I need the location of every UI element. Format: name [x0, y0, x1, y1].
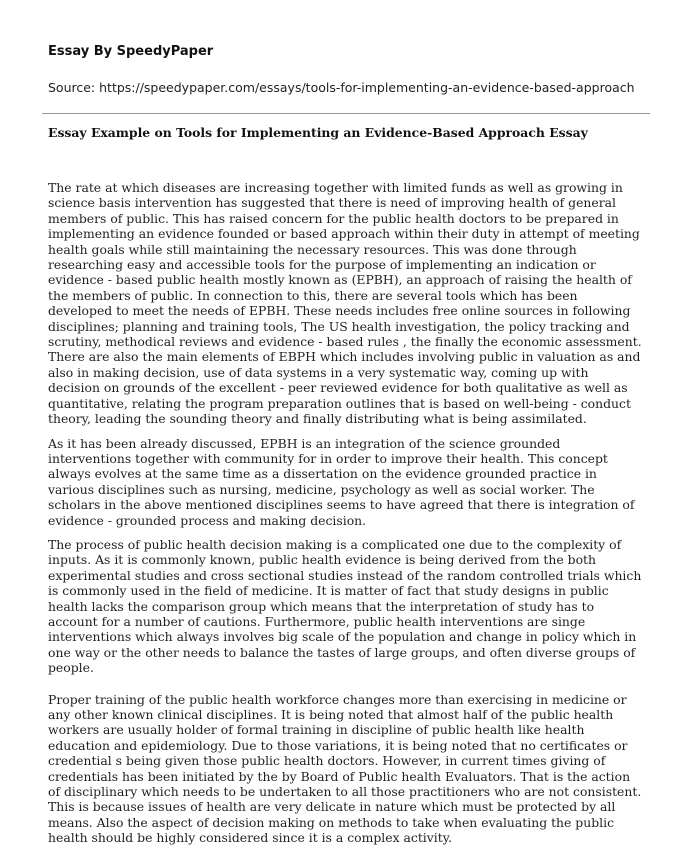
- essay-title: Essay Example on Tools for Implementing an Evidence-Based Approach Essay: [48, 125, 588, 140]
- header-divider: [42, 113, 650, 114]
- source-link-text: Source: https://speedypaper.com/essays/tools-for-implementing-an-evidence-based-approach: [48, 80, 635, 95]
- essay-body: [48, 180, 644, 846]
- essay-paragraph-2: As it has been already discussed, EPBH is an integration of the science grounded interventions together with community for in order to improve their health. This concept always evolves at the same time as a dissertation on the evidence grounded practice in various disciplines such as nursing, medicine, psychology as well as social worker. The scholars in the above mentioned disciplines seems to have agreed that there is integration of evidence - grounded process and making decision.: [48, 435, 635, 528]
- essay-paragraph-4: Proper training of the public health workforce changes more than exercising in medicine or any other known clinical disciplines. It is being noted that almost half of the public health workers are usually holder of formal training in discipline of public health like health education and epidemiology. Due to those variations, it is being noted that no certificates or credential s being given those public health doctors. However, in current times giving of credentials has been initiated by the by Board of Public health Evaluators. That is the action of disciplinary which needs to be undertaken to all those practitioners who are not consistent. This is because issues of health are very delicate in nature which must be protected by all means. Also the aspect of decision making on methods to take when evaluating the public health should be highly considered since it is a complex activity.: [48, 691, 642, 846]
- essay-paragraph-3: The process of public health decision making is a complicated one due to the complexity of inputs. As it is commonly known, public health evidence is being derived from the both experimental studies and cross sectional studies instead of the random controlled trials which is commonly used in the field of medicine. It is matter of fact that study designs in public health lacks the comparison group which means that the interpretation of study has to account for a number of cautions. Furthermore, public health interventions are singe interventions which always involves big scale of the population and change in policy which in one way or the other needs to balance the tastes of large groups, and often diverse groups of people.: [48, 536, 642, 676]
- essay-paragraph-1: The rate at which diseases are increasing together with limited funds as well as growing in science basis intervention has suggested that there is need of improving health of general members of public. This has raised concern for the public health doctors to be prepared in implementing an evidence founded or based approach within their duty in attempt of meeting health goals while still maintaining the necessary resources. This was done through researching easy and accessible tools for the purpose of implementing an indication or evidence - based public health mostly known as (EPBH), an approach of raising the health of the members of public. In connection to this, there are several tools which has been developed to meet the needs of EPBH. These needs includes free online sources in following disciplines; planning and training tools, The US health investigation, the policy tracking and scrutiny, methodical reviews and evidence - based rules , the finally the economic assessment. There are also the main elements of EBPH which includes involving public in valuation as and also in making decision, use of data systems in a very systematic way, coming up with decision on grounds of the excellent - peer reviewed evidence for both qualitative as well as quantitative, relating the program preparation outlines that is based on well-being - conduct theory, leading the sounding theory and finally distributing what is being assimilated.: [48, 180, 642, 427]
- document-header-title: Essay By SpeedyPaper: [48, 44, 214, 59]
